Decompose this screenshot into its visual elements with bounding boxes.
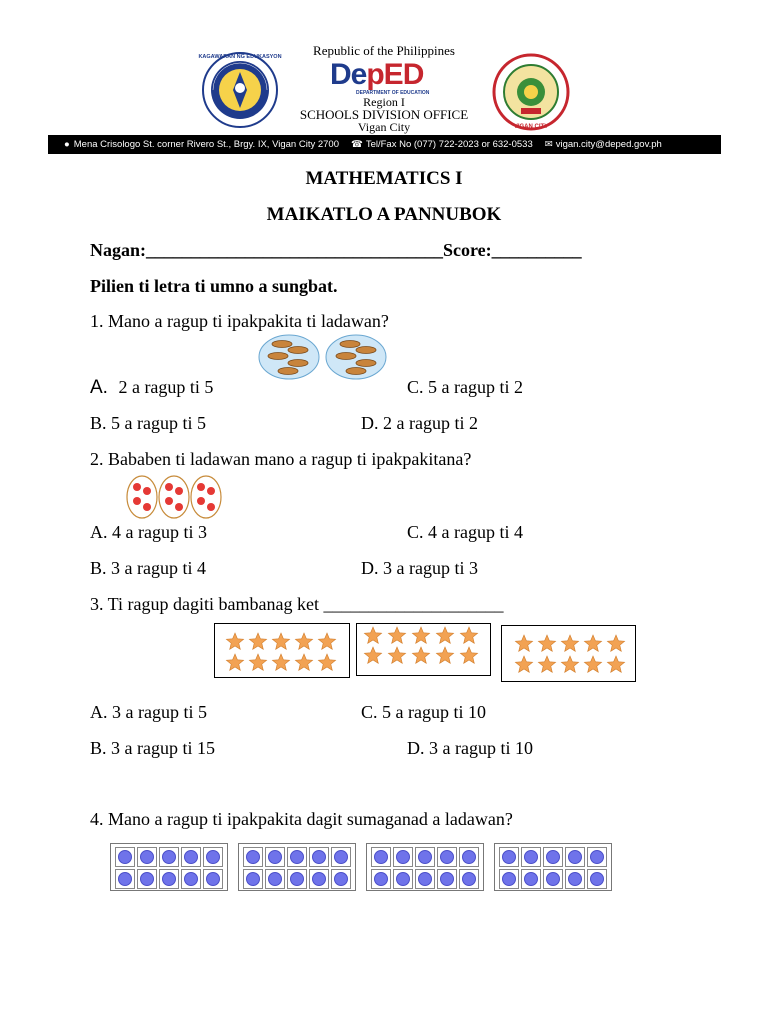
star-icon xyxy=(436,647,453,663)
star-icon xyxy=(584,635,601,651)
ten-frame-cell xyxy=(331,847,351,867)
ten-frame-cell xyxy=(437,869,457,889)
address-text: Mena Crisologo St. corner Rivero St., Brgy. IX, Vigan City 2700 xyxy=(73,139,339,150)
ten-frame-cell xyxy=(543,847,563,867)
office-line: SCHOOLS DIVISION OFFICE xyxy=(299,107,469,122)
blue-dot-icon xyxy=(568,872,582,886)
ten-frame-cell xyxy=(437,847,457,867)
ten-frame-cell xyxy=(587,869,607,889)
republic-line: Republic of the Philippines xyxy=(313,43,455,58)
ten-frame-cell xyxy=(543,869,563,889)
star-icon xyxy=(584,656,601,672)
stars-group xyxy=(215,624,351,679)
ten-frame-1 xyxy=(110,843,228,891)
q3-choice-d[interactable]: D. 3 a ragup ti 10 xyxy=(407,738,533,758)
ten-frame-cell xyxy=(243,847,263,867)
blue-dot-icon xyxy=(502,872,516,886)
blue-dot-icon xyxy=(440,850,454,864)
ten-frame-cell xyxy=(203,847,223,867)
blue-dot-icon xyxy=(524,872,538,886)
q3-choice-c[interactable]: C. 5 a ragup ti 10 xyxy=(361,702,486,722)
apples-groups-image xyxy=(124,474,224,520)
name-score-line: Nagan:_________________________________Score:__________ xyxy=(90,240,582,260)
question-4: 4. Mano a ragup ti ipakpakita dagit sumaganad a ladawan? xyxy=(90,809,513,829)
ten-frame-4 xyxy=(494,843,612,891)
star-icon xyxy=(561,635,578,651)
star-icon xyxy=(412,627,429,643)
star-icon xyxy=(538,635,555,651)
q1-choice-c[interactable]: C. 5 a ragup ti 2 xyxy=(407,377,523,397)
blue-dot-icon xyxy=(546,872,560,886)
instruction: Pilien ti letra ti umno a sungbat. xyxy=(90,276,338,296)
star-icon xyxy=(295,633,312,649)
blue-dot-icon xyxy=(140,850,154,864)
star-icon xyxy=(295,654,312,670)
question-3: 3. Ti ragup dagiti bambanag ket ____________________ xyxy=(90,594,504,614)
ten-frame-cell xyxy=(159,869,179,889)
blue-dot-icon xyxy=(524,850,538,864)
ten-frame-cell xyxy=(393,869,413,889)
star-icon xyxy=(460,647,477,663)
blue-dot-icon xyxy=(312,850,326,864)
star-icon xyxy=(460,627,477,643)
city-line: Vigan City xyxy=(357,120,411,134)
star-icon xyxy=(515,635,532,651)
star-icon xyxy=(364,627,381,643)
star-icon xyxy=(538,656,555,672)
ten-frame-cell xyxy=(203,869,223,889)
phone-icon: ☎ xyxy=(351,139,363,150)
page-subtitle: MAIKATLO A PANNUBOK xyxy=(266,204,502,225)
q2-choice-a[interactable]: A. 4 a ragup ti 3 xyxy=(90,522,207,542)
ten-frame-cell xyxy=(499,847,519,867)
star-icon xyxy=(388,627,405,643)
star-icon xyxy=(226,633,243,649)
blue-dot-icon xyxy=(140,872,154,886)
ten-frame-cell xyxy=(115,869,135,889)
star-icon xyxy=(607,635,624,651)
blue-dot-icon xyxy=(184,850,198,864)
blue-dot-icon xyxy=(246,850,260,864)
ten-frame-cell xyxy=(459,847,479,867)
ten-frame-cell xyxy=(309,847,329,867)
ten-frame-cell xyxy=(265,869,285,889)
blue-dot-icon xyxy=(268,872,282,886)
q1-choice-a[interactable]: A. 2 a ragup ti 5 xyxy=(90,377,214,398)
ten-frame-cell xyxy=(331,869,351,889)
ten-frame-2 xyxy=(238,843,356,891)
blue-dot-icon xyxy=(312,872,326,886)
blue-dot-icon xyxy=(290,872,304,886)
blue-dot-icon xyxy=(590,872,604,886)
q3-choice-b[interactable]: B. 3 a ragup ti 15 xyxy=(90,738,215,758)
ten-frame-cell xyxy=(115,847,135,867)
ten-frame-cell xyxy=(371,869,391,889)
star-icon xyxy=(561,656,578,672)
star-icon xyxy=(607,656,624,672)
blue-dot-icon xyxy=(246,872,260,886)
ten-frame-cell xyxy=(137,847,157,867)
blue-dot-icon xyxy=(396,872,410,886)
ten-frame-cell xyxy=(521,847,541,867)
blue-dot-icon xyxy=(206,850,220,864)
page-title: MATHEMATICS I xyxy=(305,168,463,189)
q2-choice-d[interactable]: D. 3 a ragup ti 3 xyxy=(361,558,478,578)
blue-dot-icon xyxy=(206,872,220,886)
star-icon xyxy=(249,633,266,649)
star-icon xyxy=(249,654,266,670)
q2-choice-b[interactable]: B. 3 a ragup ti 4 xyxy=(90,558,206,578)
blue-dot-icon xyxy=(162,850,176,864)
blue-dot-icon xyxy=(462,850,476,864)
region-line: Region I xyxy=(363,95,405,109)
email-icon: ✉ xyxy=(544,139,553,150)
blue-dot-icon xyxy=(334,850,348,864)
blue-dot-icon xyxy=(502,850,516,864)
ten-frame-cell xyxy=(243,869,263,889)
deped-logo: DepED DEPARTMENT OF EDUCATION xyxy=(330,58,430,96)
ten-frame-cell xyxy=(159,847,179,867)
ten-frame-cell xyxy=(265,847,285,867)
ten-frame-cell xyxy=(137,869,157,889)
star-icon xyxy=(318,633,335,649)
blue-dot-icon xyxy=(162,872,176,886)
blue-dot-icon xyxy=(290,850,304,864)
seal-text: KAGAWARAN NG EDUKASYON xyxy=(198,54,282,60)
star-icon xyxy=(272,654,289,670)
blue-dot-icon xyxy=(546,850,560,864)
ten-frame-cell xyxy=(181,869,201,889)
star-icon xyxy=(364,647,381,663)
stars-group xyxy=(502,626,637,683)
blue-dot-icon xyxy=(374,872,388,886)
blue-dot-icon xyxy=(118,850,132,864)
star-icon xyxy=(436,627,453,643)
ten-frame-cell xyxy=(287,869,307,889)
question-2: 2. Bababen ti ladawan mano a ragup ti ipakpakitana? xyxy=(90,449,472,469)
stars-group xyxy=(357,624,492,677)
bread-plates-image xyxy=(258,334,388,382)
blue-dot-icon xyxy=(440,872,454,886)
blue-dot-icon xyxy=(396,850,410,864)
seal-bottom-text: VIGAN CITY xyxy=(513,124,549,130)
star-icon xyxy=(388,647,405,663)
ten-frame-cell xyxy=(499,869,519,889)
star-icon xyxy=(318,654,335,670)
q2-choice-c[interactable]: C. 4 a ragup ti 4 xyxy=(407,522,523,542)
ten-frame-cell xyxy=(371,847,391,867)
ten-frame-cell xyxy=(393,847,413,867)
star-icon xyxy=(412,647,429,663)
ten-frame-cell xyxy=(181,847,201,867)
ten-frame-cell xyxy=(587,847,607,867)
location-pin-icon: ● xyxy=(64,139,70,150)
star-icon xyxy=(272,633,289,649)
blue-dot-icon xyxy=(374,850,388,864)
blue-dot-icon xyxy=(418,872,432,886)
ten-frame-cell xyxy=(415,869,435,889)
blue-dot-icon xyxy=(418,850,432,864)
ten-frame-cell xyxy=(415,847,435,867)
ten-frame-cell xyxy=(309,869,329,889)
q3-choice-a[interactable]: A. 3 a ragup ti 5 xyxy=(90,702,207,722)
star-box-3 xyxy=(501,625,636,682)
blue-dot-icon xyxy=(334,872,348,886)
star-box-1 xyxy=(214,623,350,678)
star-box-2 xyxy=(356,623,491,676)
blue-dot-icon xyxy=(118,872,132,886)
star-icon xyxy=(226,654,243,670)
blue-dot-icon xyxy=(462,872,476,886)
blue-dot-icon xyxy=(590,850,604,864)
q1-choice-d[interactable]: D. 2 a ragup ti 2 xyxy=(361,413,478,433)
star-icon xyxy=(515,656,532,672)
ten-frame-cell xyxy=(565,869,585,889)
ten-frame-cell xyxy=(565,847,585,867)
blue-dot-icon xyxy=(184,872,198,886)
ten-frame-cell xyxy=(459,869,479,889)
ten-frame-cell xyxy=(521,869,541,889)
blue-dot-icon xyxy=(268,850,282,864)
email-text: vigan.city@deped.gov.ph xyxy=(555,139,662,150)
ten-frame-cell xyxy=(287,847,307,867)
ten-frame-3 xyxy=(366,843,484,891)
question-1: 1. Mano a ragup ti ipakpakita ti ladawan? xyxy=(90,311,389,331)
contact-bar xyxy=(48,135,721,154)
blue-dot-icon xyxy=(568,850,582,864)
sdo-vigan-seal-logo xyxy=(487,52,575,132)
phone-text: Tel/Fax No (077) 722-2023 or 632-0533 xyxy=(365,139,533,150)
q1-choice-b[interactable]: B. 5 a ragup ti 5 xyxy=(90,413,206,433)
